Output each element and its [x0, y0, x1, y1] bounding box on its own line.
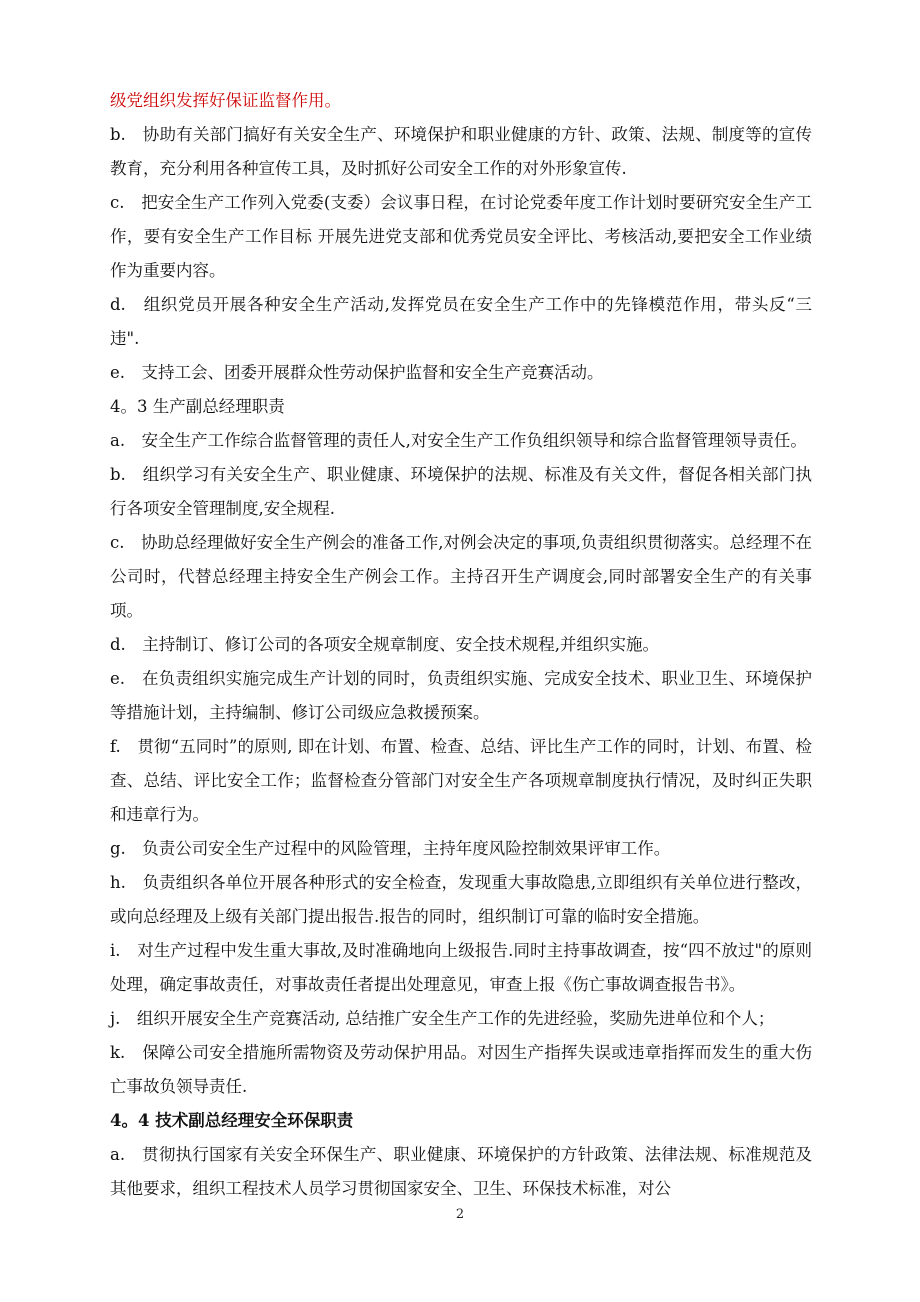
paragraph-item-g: g. 负责公司安全生产过程中的风险管理，主持年度风险控制效果评审工作。 — [110, 839, 671, 858]
paragraph-item-e: e. 在负责组织实施完成生产计划的同时，负责组织实施、完成安全技术、职业卫生、环境保护等措施计划，主持编制、修订公司级应急救援预案。 — [110, 669, 812, 722]
paragraph-item-a: a. 贯彻执行国家有关安全环保生产、职业健康、环境保护的方针政策、法律法规、标准规范及其他要求，组织工程技术人员学习贯彻国家安全、卫生、环保技术标准，对公 — [110, 1145, 812, 1198]
paragraph-item-c: c. 协助总经理做好安全生产例会的准备工作,对例会决定的事项,负责组织贯彻落实。总经理不在公司时，代替总经理主持安全生产例会工作。主持召开生产调度会,同时部署安全生产的有关事项。 — [110, 533, 812, 620]
document-body — [110, 84, 812, 1206]
paragraph-item-b: b. 协助有关部门搞好有关安全生产、环境保护和职业健康的方针、政策、法规、制度等的宣传教育，充分利用各种宣传工具，及时抓好公司安全工作的对外形象宣传. — [110, 125, 812, 178]
paragraph-item-c: c. 把安全生产工作列入党委(支委）会议事日程，在讨论党委年度工作计划时要研究安全生产工作，要有安全生产工作目标 开展先进党支部和优秀党员安全评比、考核活动,要把安全工作业绩作为重要内容。 — [110, 193, 812, 280]
section-heading-4-3: 4。3 生产副总经理职责 — [110, 397, 285, 416]
page-number: 2 — [455, 1207, 465, 1222]
paragraph-item-j: j. 组织开展安全生产竞赛活动, 总结推广安全生产工作的先进经验，奖励先进单位和个人； — [110, 1009, 775, 1028]
paragraph-item-b: b. 组织学习有关安全生产、职业健康、环境保护的法规、标准及有关文件，督促各相关部门执行各项安全管理制度,安全规程. — [110, 465, 812, 518]
paragraph-item-a: a. 安全生产工作综合监督管理的责任人,对安全生产工作负组织领导和综合监督管理领导责任。 — [110, 431, 807, 450]
section-heading-4-4: 4。4 技术副总经理安全环保职责 — [110, 1111, 354, 1130]
paragraph-item-e: e. 支持工会、团委开展群众性劳动保护监督和安全生产竞赛活动。 — [110, 363, 604, 382]
paragraph-continuation: 级党组织发挥好保证监督作用。 — [110, 91, 341, 110]
paragraph-item-d: d. 主持制订、修订公司的各项安全规章制度、安全技术规程,并组织实施。 — [110, 635, 660, 654]
paragraph-item-d: d. 组织党员开展各种安全生产活动,发挥党员在安全生产工作中的先锋模范作用，带头反“三违". — [110, 295, 812, 348]
paragraph-item-i: i. 对生产过程中发生重大事故,及时准确地向上级报告.同时主持事故调查，按“四不放过"的原则处理，确定事故责任，对事故责任者提出处理意见，审查上报《伤亡事故调查报告书》。 — [110, 941, 812, 994]
paragraph-item-k: k. 保障公司安全措施所需物资及劳动保护用品。对因生产指挥失误或违章指挥而发生的重大伤亡事故负领导责任. — [110, 1043, 812, 1096]
paragraph-item-f: f. 贯彻“五同时”的原则, 即在计划、布置、检查、总结、评比生产工作的同时，计划、布置、检查、总结、评比安全工作；监督检查分管部门对安全生产各项规章制度执行情况，及时纠正失职和违章行为。 — [110, 737, 812, 824]
paragraph-item-h: h. 负责组织各单位开展各种形式的安全检查，发现重大事故隐患,立即组织有关单位进行整改，或向总经理及上级有关部门提出报告.报告的同时，组织制订可靠的临时安全措施。 — [110, 873, 812, 926]
